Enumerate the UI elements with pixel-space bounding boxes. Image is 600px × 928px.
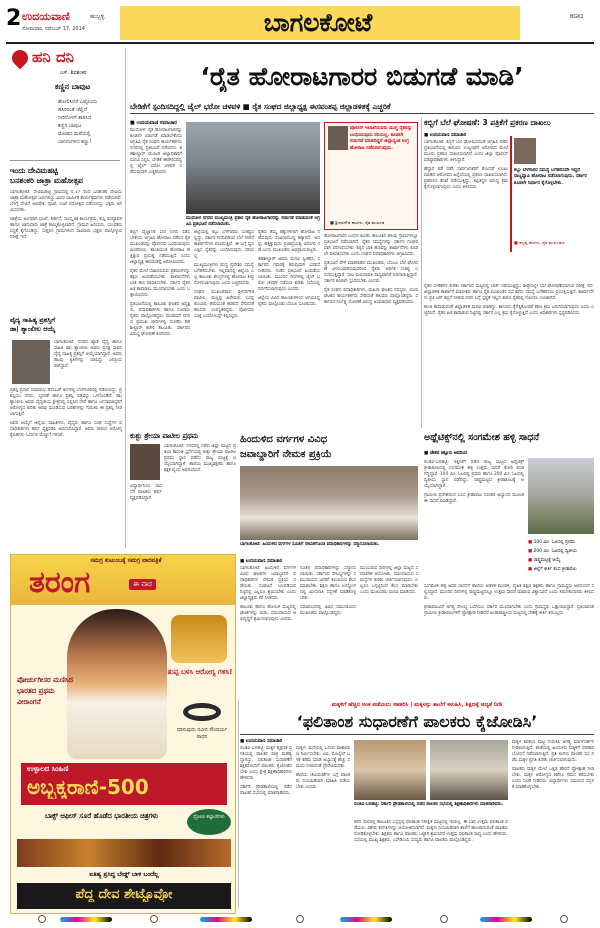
lead-col-3: ಜಿಲ್ಲೆಯಲ್ಲಿ ಕಬ್ಬು ಬೆಳೆಗಾರರು ಸಂಕಷ್ಟದಲ್ಲಿದ್ದು, ಸರ್ಕಾರ ನಿಗದಿಪಡಿಸಿದ ಬೆಲೆ ನೀಡದೆ ಕಾರ್ಖಾನೆಗಳು ವಂಚಿಸುತ್ತಿವೆ. ಈ ಬಗ್ಗೆ ಧ್ವನಿ ಎತ್ತಿದ ರೈತರನ್ನು ಬಂಧಿಸಿರುವುದು ಸರಿಯಲ್ಲ. ಮುಖ್ಯಮಂತ್ರಿಗಳು ಮಧ್ಯ ಪ್ರವೇಶಿಸಿ ಸಮಸ್ಯೆ ಬಗೆಹರಿಸಬೇಕು. ಇಲ್ಲವಾದಲ್ಲಿ ಜಿಲ್ಲೆಯ ಎಲ್ಲ ತಾಲೂಕು ಕೇಂದ್ರಗಳಲ್ಲಿ ಹೋರಾಟ ತೀವ್ರಗೊಳಿಸಲಾಗುವುದು ಎಂದು ಎಚ್ಚರಿಸಿದರು. ಸಂಘದ ಮುಖಂಡರಾದ ಶ್ರೀಧರಗೌಡ ಪಾಟೀಲ, ಮಲ್ಲಪ್ಪ ಹಿರೇಮಠ, ಬಸಪ್ಪ ಕುಂಬಾರ, ಹನುಮಂತ ಹಡಪದ ಸೇರಿದಂತೆ ಹಲವರು ಉಪಸ್ಥಿತರಿದ್ದರು. ಪೊಲೀಸರು ಸೂಕ್ತ ಬಂದೋಬಸ್ತ್ ಕಲ್ಪಿಸಿದ್ದರು. (194, 230, 254, 319)
poem-line: ಮೋಡದ ಮರೆಯಲ್ಲಿ (58, 131, 91, 137)
middle-photo (240, 466, 418, 540)
lead-col-2: ಕಬ್ಬಿಗೆ ವೈಜ್ಞಾನಿಕ ಬೆಲೆ ನಿಗದಿ ಪಡಿಸಬೇಕೆಂದು ಆಗ್ರಹಿಸಿ ಹೋರಾಟ ನಡೆಸಿದ ರೈತ ಮುಖಂಡರನ್ನು ಪೊಲೀಸರು ಬಂಧಿಸಿರುವುದು ಖಂಡನೀಯ. ಶಾಂತಿಯುತ ಹೋರಾಟ ಹತ್ತಿಕ್ಕುವ ಪ್ರಯತ್ನ ನಡೆಯುತ್ತಿದೆ ಎಂದು ಜಿಲ್ಲಾಧ್ಯಕ್ಷ ಈಸವಂತಪ್ಪ ಆರೋಪಿಸಿದರು. ರೈತರ ಮೇಲೆ ದಾಖಲಿಸಿರುವ ಪ್ರಕರಣಗಳನ್ನು ತಕ್ಷಣ ಹಿಂಪಡೆಯಬೇಕು. ಕಾರ್ಖಾನೆಗಳು ಬಾಕಿ ಹಣ ಪಾವತಿಸಬೇಕು. ಸರ್ಕಾರ ರೈತರ ಹಿತ ಕಾಪಾಡಲು ಮುಂದಾಗಬೇಕು ಎಂದು ಒತ್ತಾಯಿಸಿದರು. ಪ್ರತಿಭಟನೆಯಲ್ಲಿ ತಾಲೂಕು ಘಟಕದ ಅಧ್ಯಕ್ಷರು, ಪದಾಧಿಕಾರಿಗಳು ಹಾಗೂ ನೂರಾರು ರೈತರು ಪಾಲ್ಗೊಂಡಿದ್ದರು. ಮೆರವಣಿಗೆ ನಗರದ ಪ್ರಮುಖ ಬೀದಿಗಳಲ್ಲಿ ಸಂಚರಿಸಿ ತಹಶೀಲ್ದಾರ್ ಕಚೇರಿ ತಲುಪಿತು. ಸರ್ಕಾರದ ವಿರುದ್ಧ ಘೋಷಣೆ ಕೂಗಿದರು. (130, 230, 190, 337)
registration-mark (38, 915, 46, 923)
bottom-col-2: ಮಕ್ಕಳು ಮನೆಯಲ್ಲಿ ಓದುವ ವಾತಾವರಣ ನಿರ್ಮಿಸಬೇಕು. ಟಿವಿ, ಮೊಬೈಲ್ ಬಳಕೆ ಕಡಿಮೆ ಮಾಡಿ ಅಭ್ಯಾಸಕ್ಕೆ ಹೆಚ್ಚು ಸಮಯ ನೀಡುವಂತೆ ಪ್ರೇರೇಪಿಸಬೇಕು. ಶಾಲೆಯ ಚಟುವಟಿಕೆಗಳ ಬಗ್ಗೆ ಪಾಲಕರು ನಿಯಮಿತವಾಗಿ ಮಾಹಿತಿ ಪಡೆಯಬೇಕು ಎಂದರು. (296, 746, 350, 790)
bottom-col-3: ಕಳೆದ ಸಾಲಿನಲ್ಲಿ ತಾಲೂಕಿನ ಎಸ್ಸೆಸ್ಸೆಲ್ಸಿ ಫಲಿತಾಂಶ ನಿರೀಕ್ಷಿತ ಮಟ್ಟದಲ್ಲಿ ಇರಲಿಲ್ಲ. ಈ ಬಾರಿ ಉತ್ತಮ ಫಲಿತಾಂಶ ಪಡೆಯಲು ವಿಶೇಷ ತರಗತಿಗಳನ್ನು ಆಯೋಜಿಸಲಾಗಿದೆ. ಮಕ್ಕಳು ನಿಯಮಿತವಾಗಿ ಶಾಲೆಗೆ ಹಾಜರಾಗುವಂತೆ ಪಾಲಕರು ನೋಡಿಕೊಳ್ಳಬೇಕು. ಶಿಕ್ಷಕರು ಹಾಗೂ ಪಾಲಕರು ಒಟ್ಟಾಗಿ ಶ್ರಮಿಸಿದರೆ ಉತ್ತಮ ಫಲಿತಾಂಶ ಸಾಧ್ಯ ಎಂದು ಹೇಳಿದರು. ಸಭೆಯಲ್ಲಿ ಮುಖ್ಯ ಶಿಕ್ಷಕರು, ಎಸ್‌ಡಿಎಂಸಿ ಸದಸ್ಯರು ಹಾಗೂ ಪಾಲಕರು ಪಾಲ್ಗೊಂಡಿದ್ದರು. (354, 820, 508, 843)
hani-author: ಎಸ್. ಶಿವಶಂಕರ (60, 70, 87, 76)
athletics-headline: ಅಥ್ಲೆಟಿಕ್ಸ್‌ನಲ್ಲಿ ಸಂಗಮೇಶ ಹಳ್ಳಿ ಸಾಧನೆ (424, 432, 540, 443)
print-marks (0, 912, 600, 928)
dateline: ಸೋಮವಾರ, ನವೆಂಬರ್ 17, 2014 (22, 26, 85, 32)
lead-photo-caption: ಮುಧೋಳ ನಗರದ ಮುಖ್ಯಮಂತ್ರಿ ಪ್ರಕಾರ ರೈತ ಹೋರಾಟಗಾರರನ್ನು ಬಿಡುಗಡೆ ಮಾಡುವಂತೆ ಆಗ್ರಹಿಸಿ ಪ್ರತಿಭಟನೆ ನಡೆಸಲಾಯಿತು. (186, 216, 320, 227)
quote-text: ಪೊಲೀಸ್ ಇಲಾಖೆಯವರು ಮುಗ್ಧ ರೈತರನ್ನು ಬಂಧಿಸಿರುವುದು ಸರಿಯಲ್ಲ. ಕೂಡಲೇ ಬಿಡುಗಡೆ ಮಾಡದಿದ್ದರೆ ಜಿಲ್ಲಾದ್ಯಂತ ಉಗ್ರ ಹೋರಾಟ ನಡೆಸಲಾಗುವುದು. (350, 126, 413, 151)
tharanga-badge: ದ್ರೋಣ ಕಲ್ಲಾಣಿಗಳು (187, 809, 231, 835)
kushi-photo (130, 444, 160, 480)
tharanga-ad[interactable] (10, 554, 236, 914)
color-bar (200, 917, 252, 922)
bottom-photo-1 (354, 740, 426, 800)
kushi-headline: ಕುಶ್ಬು ಶ್ರೇಯಾ ಪಾಟೀಲ ಪ್ರಥಮ (130, 432, 198, 440)
hani-divider (10, 160, 120, 161)
bottom-photo-2 (430, 740, 508, 800)
athletics-bullet: ■ ರಾಷ್ಟ್ರಮಟ್ಟಕ್ಕೆ ಆಯ್ಕೆ (528, 558, 561, 563)
bottom-byline: ■ ಉದಯವಾಣಿ ಸಮಾಚಾರ (240, 739, 283, 744)
poet-headline: ವೈದ್ಯ ಸಾಹಿತ್ಯ ಪ್ರಶಸ್ತಿಗೆ ಡಾ| ಶ್ಯಾಂಲೀಲ ಆಯ್ಕೆ (10, 316, 56, 333)
page-code: BGK2 (570, 14, 584, 20)
bottom-column-rule (238, 700, 239, 908)
poet-body-continued: ಪ್ರಶಸ್ತಿ ಪ್ರದಾನ ಸಮಾರಂಭ ಡಿಸೆಂಬರ್ ತಿಂಗಳಲ್ಲಿ ಬೆಂಗಳೂರಿನಲ್ಲಿ ನಡೆಯಲಿದ್ದು, ಪ್ರಶಸ್ತಿಯು ನಗದು, ಸ್ಮರಣಿಕೆ ಹಾಗೂ ಪ್ರಶಸ್ತಿ ಪತ್ರವನ್ನು ಒಳಗೊಂಡಿದೆ. ಡಾ| ಶ್ಯಾಂಲೀಲ ಅವರು ವೈದ್ಯಕೀಯ ಕ್ಷೇತ್ರದಲ್ಲಿ ಸಲ್ಲಿಸಿದ ಸೇವೆ ಹಾಗೂ ಜನಸಾಮಾನ್ಯರಿಗೆ ಆರೋಗ್ಯದ ಕುರಿತು ಅರಿವು ಮೂಡಿಸುವ ಬರಹಗಳನ್ನು ಗುರುತಿಸಿ ಈ ಪ್ರಶಸ್ತಿ ನೀಡಲಾಗುತ್ತಿದೆ. ಅವರ ಆಯ್ಕೆಗೆ ಜಿಲ್ಲೆಯ ಸಾಹಿತಿಗಳು, ವೈದ್ಯರು ಹಾಗೂ ಸಂಘ ಸಂಸ್ಥೆಗಳ ಪದಾಧಿಕಾರಿಗಳು ಹರ್ಷ ವ್ಯಕ್ತಪಡಿಸಿ ಅಭಿನಂದಿಸಿದ್ದಾರೆ. ಅವರು ರಚಿಸಿದ ಆರೋಗ್ಯ ಕೈಪಿಡಿಗಳು ಓದುಗರ ಮೆಚ್ಚುಗೆ ಗಳಿಸಿವೆ. (10, 388, 122, 438)
athletics-bullet: ■ 200 ಮೀ. ಓಟದಲ್ಲಿ ದ್ವಿತೀಯ (528, 549, 577, 554)
middle-headline: ಹಿಂದುಳಿದ ವರ್ಗಗಳ ವಿವಿಧ ಜವಾಬ್ದಾರಿಗೆ ನೇಮಕ ಪ್ರಕ್ರಿಯೆ (240, 434, 332, 460)
page-number: 2 (6, 6, 22, 31)
athletics-bullet: ■ 100 ಮೀ. ಓಟದಲ್ಲಿ ಪ್ರಥಮ (528, 540, 575, 545)
tharanga-subbrand: ಈ ವಾರ (129, 579, 156, 590)
athletics-body: ರಬಕವಿ-ಬನಹಟ್ಟಿ: ಇತ್ತೀಚೆಗೆ ನಡೆದ ರಾಜ್ಯ ಮಟ್ಟದ ಅಥ್ಲೆಟಿಕ್ಸ್ ಕ್ರೀಡಾಕೂಟದಲ್ಲಿ ಸಂಗಮೇಶ ಹಳ್ಳಿ ಉತ್ತಮ ಸಾಧನೆ ತೋರಿ ಪದಕ ಗೆದ್ದಿದ್ದಾರೆ. 100 ಮೀ. ಓಟದಲ್ಲಿ ಪ್ರಥಮ ಹಾಗೂ 200 ಮೀ. ಓಟದಲ್ಲಿ ದ್ವಿತೀಯ ಸ್ಥಾನ ಪಡೆದಿದ್ದು, ರಾಷ್ಟ್ರಮಟ್ಟದ ಕ್ರೀಡಾಕೂಟಕ್ಕೆ ಆಯ್ಕೆಯಾಗಿದ್ದಾರೆ. ಗ್ರಾಮೀಣ ಪ್ರದೇಶದಿಂದ ಬಂದ ಕ್ರೀಡಾಪಟು ನಿರಂತರ ಅಭ್ಯಾಸದ ಮೂಲಕ ಈ ಸಾಧನೆ ಮಾಡಿದ್ದಾರೆ. (424, 460, 524, 504)
athletics-body-2: ಸಂಗಮೇಶ ಹಳ್ಳಿ ಅವರ ಸಾಧನೆಗೆ ಶಾಲೆಯ ಆಡಳಿತ ಮಂಡಳಿ, ದೈಹಿಕ ಶಿಕ್ಷಣ ಶಿಕ್ಷಕರು ಹಾಗೂ ಗ್ರಾಮಸ್ಥರು ಅಭಿನಂದನೆ ಸಲ್ಲಿಸಿದ್ದಾರೆ. ಮುಂದಿನ ದಿನಗಳಲ್ಲಿ ರಾಷ್ಟ್ರಮಟ್ಟದಲ್ಲೂ ಉತ್ತಮ ಸಾಧನೆ ಮಾಡುವ ವಿಶ್ವಾಸವಿದೆ ಎಂದು ತರಬೇತುದಾರರು ತಿಳಿಸಿದರು. ಕ್ರೀಡಾಪಟುವಿಗೆ ಅಗತ್ಯ ಸೌಲಭ್ಯ ಒದಗಿಸಲು ಸರ್ಕಾರ ಮುಂದಾಗಬೇಕು ಎಂದು ಗ್ರಾಮಸ್ಥರು ಒತ್ತಾಯಿಸಿದ್ದಾರೆ. ಪ್ರತಿಭಾವಂತ ಗ್ರಾಮೀಣ ಕ್ರೀಡಾಪಟುಗಳಿಗೆ ಪ್ರೋತ್ಸಾಹ ನೀಡಿದರೆ ಅಂತಾರಾಷ್ಟ್ರೀಯ ಮಟ್ಟದಲ್ಲಿ ದೇಶಕ್ಕೆ ಕೀರ್ತಿ ತರಬಲ್ಲರು. (424, 584, 594, 616)
poem-line: ಬಾನಿನಂಗಳದ ಕಣ್ಣು! (58, 139, 92, 145)
registration-mark (296, 915, 304, 923)
right-top-body: ಬಾಗಲಕೋಟೆ: ಕಬ್ಬಿಗೆ ಬೆಲೆ ಘೋಷಿಸುವಂತೆ ಆಗ್ರಹಿಸಿ ನಡೆದ ಪ್ರತಿಭಟನೆಯಲ್ಲಿ ಕಾನೂನು ಉಲ್ಲಂಘನೆ ಆರೋಪದ ಮೇಲೆ ಮೂರು ಪ್ರಕರಣ ದಾಖಲಿಸಲಾಗಿದೆ ಎಂದು ಜಿಲ್ಲಾ ಪೊಲೀಸ್ ವರಿಷ್ಠಾಧಿಕಾರಿಗಳು ತಿಳಿಸಿದ್ದಾರೆ. ಹೆದ್ದಾರಿ ತಡೆ ನಡೆಸಿ ಸಾರ್ವಜನಿಕರಿಗೆ ತೊಂದರೆ ಉಂಟು ಮಾಡಿದ ಆರೋಪದ ಹಿನ್ನೆಲೆಯಲ್ಲಿ ಪ್ರಕರಣ ದಾಖಲಿಸಲಾಗಿದೆ. ಪ್ರಕರಣದ ತನಿಖೆ ನಡೆಯುತ್ತಿದ್ದು, ತಪ್ಪಿತಸ್ಥರ ವಿರುದ್ಧ ಕ್ರಮ ಕೈಗೊಳ್ಳಲಾಗುವುದು ಎಂದು ತಿಳಿಸಿದರು. (424, 140, 508, 190)
right-top-byline: ■ ಉದಯವಾಣಿ ಸಮಾಚಾರ (424, 133, 467, 138)
middle-byline: ■ ಉದಯವಾಣಿ ಸಮಾಚಾರ (240, 559, 283, 564)
poem-line: ಹಸಿರಿನಂತೆ ಚೆಲ್ಲಿದೆ (58, 107, 88, 113)
bottom-col-1: ರಬಕವಿ-ಬನಹಟ್ಟಿ: ಮಕ್ಕಳ ಶೈಕ್ಷಣಿಕ ಪ್ರಗತಿಯಲ್ಲಿ ಪಾಲಕರ ಪಾತ್ರ ಮಹತ್ವದ್ದಾಗಿದ್ದು, ಫಲಿತಾಂಶ ಸುಧಾರಣೆಗೆ ಶಿಕ್ಷಕರೊಂದಿಗೆ ಪಾಲಕರು ಕೈಜೋಡಿಸಬೇಕು ಎಂದು ಕ್ಷೇತ್ರ ಶಿಕ್ಷಣಾಧಿಕಾರಿಗಳು ಹೇಳಿದರು. ಸರ್ಕಾರಿ ಪ್ರೌಢಶಾಲೆಯಲ್ಲಿ ನಡೆದ ಪಾಲಕರ ಸಭೆಯಲ್ಲಿ ಮಾತನಾಡಿದರು. (240, 746, 292, 796)
registration-mark (150, 915, 158, 923)
poem-title: ಕಣ್ಣಿನ ಬಾವುಟ (55, 82, 91, 91)
middle-col-3: ಮುಂಬರುವ ದಿನಗಳಲ್ಲಿ ಜಿಲ್ಲಾ ಮಟ್ಟದ ಸಮಾವೇಶ ಆಯೋಜಿಸಿ, ಸಮುದಾಯದ ಸಮಸ್ಯೆಗಳ ಕುರಿತು ಚರ್ಚಿಸಲಾಗುವುದು. ಎಲ್ಲರೂ ಒಗ್ಗಟ್ಟಿನಿಂದ ಕೆಲಸ ಮಾಡಬೇಕು ಎಂದು ಮುಖಂಡರು ಮನವಿ ಮಾಡಿದರು. (360, 566, 418, 595)
section-title: ಬಾಗಲಕೋಟೆ (263, 8, 373, 37)
color-bar (340, 917, 392, 922)
right-top-headline: ಕಬ್ಬಿಗೆ ಬೆಲೆ ಘೋಷಣೆ: 3 ಪತ್ರಿಕೆಗೆ ಪ್ರಕರಣ ದಾಖಲು (424, 118, 551, 127)
tharanga-final-title: ಪೆದ್ದ ದೇವ ಶೇಟ್ಟೊವ್ರೋ (75, 887, 173, 902)
color-bar (480, 917, 532, 922)
tharanga-bottom-left: ಬಾಕ್ಸ್ ಆಫೀಸ್ ಸೂರೆ ಹೊಡೆದ ಭಾರತೀಯ ಚಿತ್ರಗಳು (45, 812, 158, 820)
middle-col-2: ನೂತನ ಪದಾಧಿಕಾರಿಗಳನ್ನು ಸನ್ಮಾನಿಸಲಾಯಿತು. ಸರ್ಕಾರದ ಸೌಲಭ್ಯಗಳನ್ನು ಸಮುದಾಯದ ಜನರಿಗೆ ತಲುಪಿಸುವ ಕೆಲಸ ಮಾಡಬೇಕು. ಶಿಕ್ಷಣ ಹಾಗೂ ಉದ್ಯೋಗದಲ್ಲಿ ಮೀಸಲಾತಿ ಸದ್ಬಳಕೆ ಮಾಡಿಕೊಳ್ಳಬೇಕು. ಸಮಾರಂಭದಲ್ಲಿ ವಿವಿಧ ಸಮುದಾಯದ ಮುಖಂಡರು ಪಾಲ್ಗೊಂಡಿದ್ದರು. (300, 566, 356, 616)
sidebar-quote-name: ■ ಕಲ್ಲಪ್ಪ ಪಾಟೀಲ, ರೈತ ಮುಖಂಡರು (514, 240, 566, 245)
lead-deck-rule (130, 113, 594, 114)
middle-caption: ಬಾಗಲಕೋಟೆ: ಹಿಂದುಳಿದ ವರ್ಗಗಳ ಸಮಿತಿಗೆ ನೇಮಕಗೊಂಡ ಪದಾಧಿಕಾರಿಗಳನ್ನು ಸನ್ಮಾನಿಸಲಾಯಿತು. (240, 542, 380, 547)
bottom-photo-caption: ರಬಕವಿ-ಬನಹಟ್ಟಿ: ಸರ್ಕಾರಿ ಪ್ರೌಢಶಾಲೆಯಲ್ಲಿ ನಡೆದ ಪಾಲಕರ ಸಭೆಯಲ್ಲಿ ಶಿಕ್ಷಣಾಧಿಕಾರಿಗಳು ಮಾತನಾಡಿದರು. (354, 802, 504, 807)
registration-mark (440, 915, 448, 923)
lead-deck: ಬೇಡಿಕೆಗೆ ಸ್ಪಂದಿಸದಿದ್ದಲ್ಲಿ ಜೈಲ್ ಭರೋ ಚಳವಳಿ ■ ರೈತ ಸಂಘದ ಜಿಲ್ಲಾಧ್ಯಕ್ಷ ಈಸವಂತಪ್ಪ ಜಿಲ್ಲಾಡಳಿತಕ್ಕೆ ಎಚ್ಚರಿಕೆ (130, 102, 391, 111)
ring-title: ಧರಿಸುವುದು ನವೀನ ಸೌಂದರ್ಯ ಸಾಧನ (176, 727, 228, 740)
ghee-jar (171, 615, 227, 663)
lead-col-1: ಮುಧೋಳ: ರೈತ ಹೋರಾಟಗಾರರನ್ನು ಕೂಡಲೇ ಬಿಡುಗಡೆ ಮಾಡಬೇಕೆಂದು ಆಗ್ರಹಿಸಿ ರೈತ ಸಂಘದ ಕಾರ್ಯಕರ್ತರು ನಗರದಲ್ಲಿ ಪ್ರತಿಭಟನೆ ನಡೆಸಿದರು. ತಹಶೀಲ್ದಾರ್ ಮೂಲಕ ಜಿಲ್ಲಾಧಿಕಾರಿಗೆ ಮನವಿ ಸಲ್ಲಿಸಿ, ಬೇಡಿಕೆ ಈಡೇರಿಸದಿದ್ದಲ್ಲಿ ಜೈಲ್ ಭರೋ ಚಳವಳಿ ನಡೆಸುವುದಾಗಿ ಎಚ್ಚರಿಸಿದರು. (130, 128, 182, 175)
queen-name: ಅಬ್ಬಕ್ಕರಾಣಿ-500 (27, 775, 149, 799)
poem-line: ಹೋಲಿಸಿದರೆ ಎಷ್ಟೊಂದು (58, 99, 98, 105)
athletics-bullets (528, 538, 594, 574)
poem-line: ಕಣ್ಣಿನ ಬಾವುಟ (58, 123, 82, 129)
header-rule (6, 42, 594, 44)
tharanga-brand: ತರಂಗ (29, 565, 91, 600)
right-top-body-2: ರೈತರ ಬೇಡಿಕೆಗಳ ಕುರಿತು ಸರ್ಕಾರದ ಮಟ್ಟದಲ್ಲಿ ಚರ್ಚೆ ನಡೆಯುತ್ತಿದ್ದು, ಶೀಘ್ರದಲ್ಲೇ ಬೆಲೆ ಘೋಷಣೆಯಾಗುವ ನಿರೀಕ್ಷೆ ಇದೆ. ಜಿಲ್ಲಾಡಳಿತ ಕಾರ್ಖಾನೆ ಮಾಲೀಕರು ಹಾಗೂ ರೈತ ಮುಖಂಡರ ಸಭೆ ಕರೆದು ಸಮಸ್ಯೆ ಬಗೆಹರಿಸಲು ಪ್ರಯತ್ನಿಸುತ್ತಿದೆ. ಕಾರ್ಖಾನೆಗಳು ಪ್ರತಿ ಟನ್ ಕಬ್ಬಿಗೆ ನೀಡುವ ದರದ ಬಗ್ಗೆ ಸ್ಪಷ್ಟತೆ ಇಲ್ಲದ ಕಾರಣ ರೈತರಲ್ಲಿ ಗೊಂದಲ ಉಂಟಾಗಿದೆ. ಶಾಂತಿ ಕಾಪಾಡುವಂತೆ ಜಿಲ್ಲಾಡಳಿತ ಮನವಿ ಮಾಡಿದ್ದು, ಕಾನೂನು ಕೈಗೆತ್ತಿಕೊಂಡರೆ ಕಠಿಣ ಕ್ರಮ ಜರುಗಿಸಲಾಗುವುದು ಎಂದು ಎಚ್ಚರಿಸಿದೆ. ರೈತರ ಹಿತ ಕಾಪಾಡುವ ನಿಟ್ಟಿನಲ್ಲಿ ಸರ್ಕಾರ ಎಲ್ಲ ಕ್ರಮ ಕೈಗೊಳ್ಳುತ್ತಿದೆ ಎಂದು ಅಧಿಕಾರಿಗಳು ಸ್ಪಷ್ಟಪಡಿಸಿದರು. (424, 284, 594, 316)
kushi-body-2: ವಿದ್ಯಾರ್ಥಿನಿಯ ಸಾಧನೆಗೆ ಪಾಲಕರು ಹರ್ಷ ವ್ಯಕ್ತಪಡಿಸಿದ್ದಾರೆ. (130, 484, 162, 501)
lead-byline: ■ ಉದಯವಾಣಿ ಸಮಾಚಾರ (130, 120, 177, 126)
lead-col-5: ಹೋರಾಟಗಾರರ ಬಂಧನ ಖಂಡಿಸಿ ತಾಲೂಕಿನ ಹಲವು ಗ್ರಾಮಗಳಲ್ಲೂ ಪ್ರತಿಭಟನೆ ನಡೆಸಲಾಗಿದೆ. ರೈತರ ಸಮಸ್ಯೆಗಳನ್ನು ಸರ್ಕಾರ ಗಂಭೀರವಾಗಿ ಪರಿಗಣಿಸಬೇಕು. ಕಬ್ಬಿನ ಬಾಕಿ ಹಣವನ್ನು ಕಾರ್ಖಾನೆಗಳು ಕೂಡಲೇ ಪಾವತಿಸಬೇಕು ಎಂದು ಸಂಘದ ಪದಾಧಿಕಾರಿಗಳು ಆಗ್ರಹಿಸಿದರು. ಪ್ರತಿಭಟನೆ ವೇಳೆ ಮಾತನಾಡಿದ ಮುಖಂಡರು, ಬೆಂಬಲ ಬೆಲೆ ಘೋಷಣೆ ವಿಳಂಬವಾಗಿರುವುದರಿಂದ ರೈತರು ಆರ್ಥಿಕ ಸಂಕಷ್ಟ ಎದುರಿಸುತ್ತಿದ್ದಾರೆ. ಸಾಲ ಮರುಪಾವತಿ ಸಾಧ್ಯವಾಗದೆ ಪರದಾಡುತ್ತಿದ್ದಾರೆ. ಸರ್ಕಾರ ಕೂಡಲೇ ಸ್ಪಂದಿಸಬೇಕು ಎಂದರು. ರೈತ ಸಂಘದ ಪದಾಧಿಕಾರಿಗಳು, ಮಹಿಳಾ ಘಟಕದ ಸದಸ್ಯರು, ಯುವ ಘಟಕದ ಕಾರ್ಯಕರ್ತರು ಸೇರಿದಂತೆ ಹಲವರು ಪಾಲ್ಗೊಂಡಿದ್ದರು. ಸರ್ಕಾರದ ನಿರ್ಲಕ್ಷ್ಯ ಧೋರಣೆ ವಿರುದ್ಧ ಅಸಮಾಧಾನ ವ್ಯಕ್ತಪಡಿಸಿದರು. (324, 234, 418, 305)
athletics-photo (528, 458, 594, 534)
poet-photo (12, 340, 50, 384)
athletics-byline: ■ ಚೇತನ ಕಿತ್ತೂರು ಅವರಿಂದ (424, 451, 468, 456)
poem-line: ನೀರಿನೊಳಗೆ ತಾರಿಸಿದ (58, 115, 92, 121)
left-story-body: ಬಾಗಲಕೋಟೆ: ದೇವಿಮಹಟ್ಟಿ ಗ್ರಾಮದಲ್ಲಿ ನ.17 ರಿಂದ ಬನಶಂಕರಿ ದೇವಿಯ ಜಾತ್ರಾ ಮಹೋತ್ಸವ ಜರುಗಲಿದ್ದು ವಿವಿಧ ಧಾರ್ಮಿಕ ಕಾರ್ಯಕ್ರಮಗಳು ನಡೆಯಲಿವೆ. ಬೆಳಗ್ಗೆ ದೇವಿಗೆ ಅಭಿಷೇಕ, ಪೂಜೆ, ಸಂಜೆ ರಥೋತ್ಸವ ನಡೆಯಲಿದ್ದು ಭಕ್ತರು ಆಗಮಿಸಬೇಕು. ಜಾತ್ರೆಯ ಅಂಗವಾಗಿ ಭಜನೆ, ಕೀರ್ತನೆ, ಸಾಂಸ್ಕೃತಿಕ ಕಾರ್ಯಕ್ರಮ, ಕುಸ್ತಿ ಪಂದ್ಯಾವಳಿ ಹಾಗೂ ಜಾನುವಾರು ಜಾತ್ರೆ ಹಮ್ಮಿಕೊಳ್ಳಲಾಗಿದೆ. ಗ್ರಾಮದ ಹಿರಿಯರು, ಯುವಕರು ಸಿದ್ಧತೆ ಕೈಗೊಂಡಿದ್ದು, ಸುತ್ತಲಿನ ಗ್ರಾಮಗಳಿಂದ ಸಾವಿರಾರು ಭಕ್ತರು ಪಾಲ್ಗೊಳ್ಳುವ ನಿರೀಕ್ಷೆ ಇದೆ. (10, 190, 122, 240)
drop-icon (9, 47, 32, 70)
poem-lines (58, 98, 118, 146)
bottom-rule (240, 734, 594, 735)
column-rule (125, 48, 126, 548)
right-column-rule (421, 118, 422, 428)
lead-headline: ‘ರೈತ ಹೋರಾಟಗಾರರ ಬಿಡುಗಡೆ ಮಾಡಿ’ (200, 62, 524, 91)
tharanga-left-blurb: ಪೋರ್ಚುಗೀಸರ ಮಣಿಸಿದ ಭಾರತದ ಪ್ರಥಮ ವೀರಾಂಗನೆ (17, 676, 74, 706)
bottom-kicker: ಮಕ್ಕಳಿಗೆ ಹೆಚ್ಚಿನ ಅಂಕ ಪಡೆಯಲು ಸಹಕರಿಸಿ | ಮಕ್ಕಳನ್ನು ಶಾಲೆಗೆ ಕಳುಹಿಸಿ, ಶಿಕ್ಷಣಕ್ಕೆ ಆದ್ಯತೆ ನೀಡಿ (331, 702, 503, 708)
lead-col-4: ರೈತರು ತಮ್ಮ ಹಕ್ಕುಗಳಿಗಾಗಿ ಹೋರಾಟ ನಡೆಸುವುದು ಸಂವಿಧಾನಬದ್ಧ ಹಕ್ಕಾಗಿದೆ. ಅದನ್ನು ಹತ್ತಿಕ್ಕುವುದು ಪ್ರಜಾಪ್ರಭುತ್ವ ವಿರೋಧಿ ನಡೆ ಎಂದು ಮುಖಂಡರು ಅಭಿಪ್ರಾಯಪಟ್ಟರು. ತಹಶೀಲ್ದಾರ್ ಅವರು ಮನವಿ ಸ್ವೀಕರಿಸಿ, ಸರ್ಕಾರದ ಗಮನಕ್ಕೆ ತರುವುದಾಗಿ ಭರವಸೆ ನೀಡಿದರು. ನಂತರ ಪ್ರತಿಭಟನೆ ಹಿಂಪಡೆಯಲಾಯಿತು. ಮುಂದಿನ ದಿನಗಳಲ್ಲಿ ಜೈಲ್ ಭರೋ ಚಳವಳಿ ನಡೆಸುವ ಕುರಿತು ಸಭೆಯಲ್ಲಿ ನಿರ್ಧರಿಸಲಾಗುವುದು ಎಂದರು. ಜಿಲ್ಲೆಯ ವಿವಿಧ ತಾಲೂಕುಗಳಿಂದ ಆಗಮಿಸಿದ್ದ ರೈತರು ಪಾಲ್ಗೊಂಡು ಬೆಂಬಲ ಸೂಚಿಸಿದರು. (258, 230, 320, 307)
quote-photo (328, 126, 348, 150)
sidebar-quote-photo (514, 138, 536, 164)
lead-photo (186, 122, 320, 214)
hani-title: ಹನಿ ದನಿ (32, 48, 74, 66)
cinema-strip (17, 839, 231, 867)
bottom-headline: ‘ಫಲಿತಾಂಶ ಸುಧಾರಣೆಗೆ ಪಾಲಕರು ಕೈಜೋಡಿಸಿ’ (296, 712, 538, 731)
ghee-title: ತುಪ್ಪ ಬಳಸಿ ಆರೋಗ್ಯ ಗಳಿಸಿ! (167, 668, 233, 676)
edition-tag: ಹುಬ್ಬಳ್ಳಿ (90, 13, 105, 20)
poet-body: ಬಾಗಲಕೋಟೆ: ನಗರದ ಖ್ಯಾತ ವೈದ್ಯ ಹಾಗೂ ಸಾಹಿತಿ ಡಾ| ಶ್ಯಾಂಲೀಲ ಅವರು ಪ್ರಸಕ್ತ ಸಾಲಿನ ವೈದ್ಯ ಸಾಹಿತ್ಯ ಪ್ರಶಸ್ತಿಗೆ ಆಯ್ಕೆಯಾಗಿದ್ದಾರೆ. ಅವರು ಹಲವು ಕೃತಿಗಳನ್ನು ರಚಿಸಿದ್ದು ಜನಪ್ರಿಯರಾಗಿದ್ದಾರೆ. (54, 340, 122, 369)
color-bar (60, 917, 112, 922)
kushi-body: ಬಾಗಲಕೋಟೆ: ನಗರದಲ್ಲಿ ನಡೆದ ಜಿಲ್ಲಾ ಮಟ್ಟದ ಪ್ರತಿಭಾ ಕಾರಂಜಿ ಸ್ಪರ್ಧೆಯಲ್ಲಿ ಕುಶ್ಬು ಶ್ರೇಯಾ ಪಾಟೀಲ ಪ್ರಥಮ ಸ್ಥಾನ ಪಡೆದು ರಾಜ್ಯ ಮಟ್ಟಕ್ಕೆ ಆಯ್ಕೆಯಾಗಿದ್ದಾಳೆ. ಶಾಲೆಯ ಮುಖ್ಯಶಿಕ್ಷಕರು ಹಾಗೂ ಶಿಕ್ಷಕ ವೃಂದ ಅಭಿನಂದಿಸಿದೆ. (164, 444, 236, 473)
ring-image (183, 703, 221, 721)
athletics-bullet: ■ ಜಿಲ್ಲೆಗೆ ಕೀರ್ತಿ ತಂದ ಕ್ರೀಡಾಪಟು (528, 567, 577, 572)
middle-col-1: ಬಾಗಲಕೋಟೆ: ಹಿಂದುಳಿದ ವರ್ಗಗಳ ವಿವಿಧ ಘಟಕಗಳ ಜವಾಬ್ದಾರಿಗೆ ಪದಾಧಿಕಾರಿಗಳ ನೇಮಕ ಪ್ರಕ್ರಿಯೆ ನಡೆಯಿತು. ಸಂಘಟನೆ ಬಲಪಡಿಸುವ ನಿಟ್ಟಿನಲ್ಲಿ ಎಲ್ಲರೂ ಶ್ರಮಿಸಬೇಕು ಎಂದು ಜಿಲ್ಲಾಧ್ಯಕ್ಷರು ಕರೆ ನೀಡಿದರು. ತಾಲೂಕು ಹಾಗೂ ಹೋಬಳಿ ಮಟ್ಟದಲ್ಲಿ ಘಟಕಗಳನ್ನು ರಚಿಸಿ, ಸಮುದಾಯದ ಅಭಿವೃದ್ಧಿಗೆ ಶ್ರಮಿಸಲಾಗುವುದು ಎಂದರು. (240, 566, 296, 622)
paper-name: ಉದಯವಾಣಿ (22, 10, 70, 23)
tharanga-tagline: ಸಮಗ್ರ ಕುಟುಂಬಕ್ಕೆ ಸಮಗ್ರ ವಾರಪತ್ರಿಕೆ (90, 557, 162, 564)
sidebar-quote-text: ಕಬ್ಬು ಬೆಳೆಗಾರರ ಸಮಸ್ಯೆ ಬಗೆಹರಿಸದೇ ಇದ್ದರೆ ರಾಜ್ಯವ್ಯಾಪಿ ಹೋರಾಟ ನಡೆಸಲಾಗುವುದು. ಸರ್ಕಾರ ಕೂಡಲೇ ನಿರ್ಧಾರ ಕೈಗೊಳ್ಳಬೇಕು. (514, 168, 587, 186)
registration-mark (560, 915, 568, 923)
queen-small-label: ಉಳ್ಳಾಲದ ಸಿಂಹಿಣಿ (27, 765, 69, 773)
quote-attribution: ■ ಶ್ರೀಧರಗೌಡ ಪಾಟೀಲ, ರೈತ ಮುಖಂಡ (330, 220, 385, 225)
left-story-headline: ಇಂದು ದೇವಿಮಹಟ್ಟಿ ಬನಶಂಕರಿ ಜಾತ್ರಾ ಮಹೋತ್ಸವ (10, 166, 83, 185)
tharanga-bottom-strip: ಐತಿಹ್ಯ ಪ್ರಸಿದ್ಧ ಬೇಡ್ಡ್ ಬಾಳಿ ಬಂದೆಲ್ಲ (89, 871, 159, 878)
bottom-col-4: ಮಕ್ಕಳ ಕಲಿಕೆಯ ಮಟ್ಟ ಗುರುತಿಸಿ ಅಗತ್ಯ ಮಾರ್ಗದರ್ಶನ ನೀಡಲಾಗುತ್ತಿದೆ. ಕಲಿಕೆಯಲ್ಲಿ ಹಿಂದುಳಿದ ಮಕ್ಕಳಿಗೆ ಪರಿಹಾರ ಬೋಧನೆ ನಡೆಸಲಾಗುತ್ತಿದೆ. ಪ್ರತಿ ತಿಂಗಳು ಪಾಲಕರ ಸಭೆ ನಡೆಸಿ ಮಕ್ಕಳ ಪ್ರಗತಿ ಕುರಿತು ಚರ್ಚಿಸಲಾಗುವುದು. ಪಾಲಕರು ಮಕ್ಕಳ ಮೇಲೆ ಒತ್ತಡ ಹೇರದೆ ಪ್ರೋತ್ಸಾಹ ನೀಡಬೇಕು. ಮಕ್ಕಳ ಆರೋಗ್ಯದ ಕಡೆಗೂ ಗಮನ ಹರಿಸಬೇಕು ಎಂದು ಸಲಹೆ ನೀಡಿದರು. ವಿದ್ಯಾರ್ಥಿಗಳು ಸಮಯದ ಸದ್ಬಳಕೆ ಮಾಡಿಕೊಳ್ಳಬೇಕು. (512, 740, 594, 790)
queen-figure (67, 609, 167, 759)
